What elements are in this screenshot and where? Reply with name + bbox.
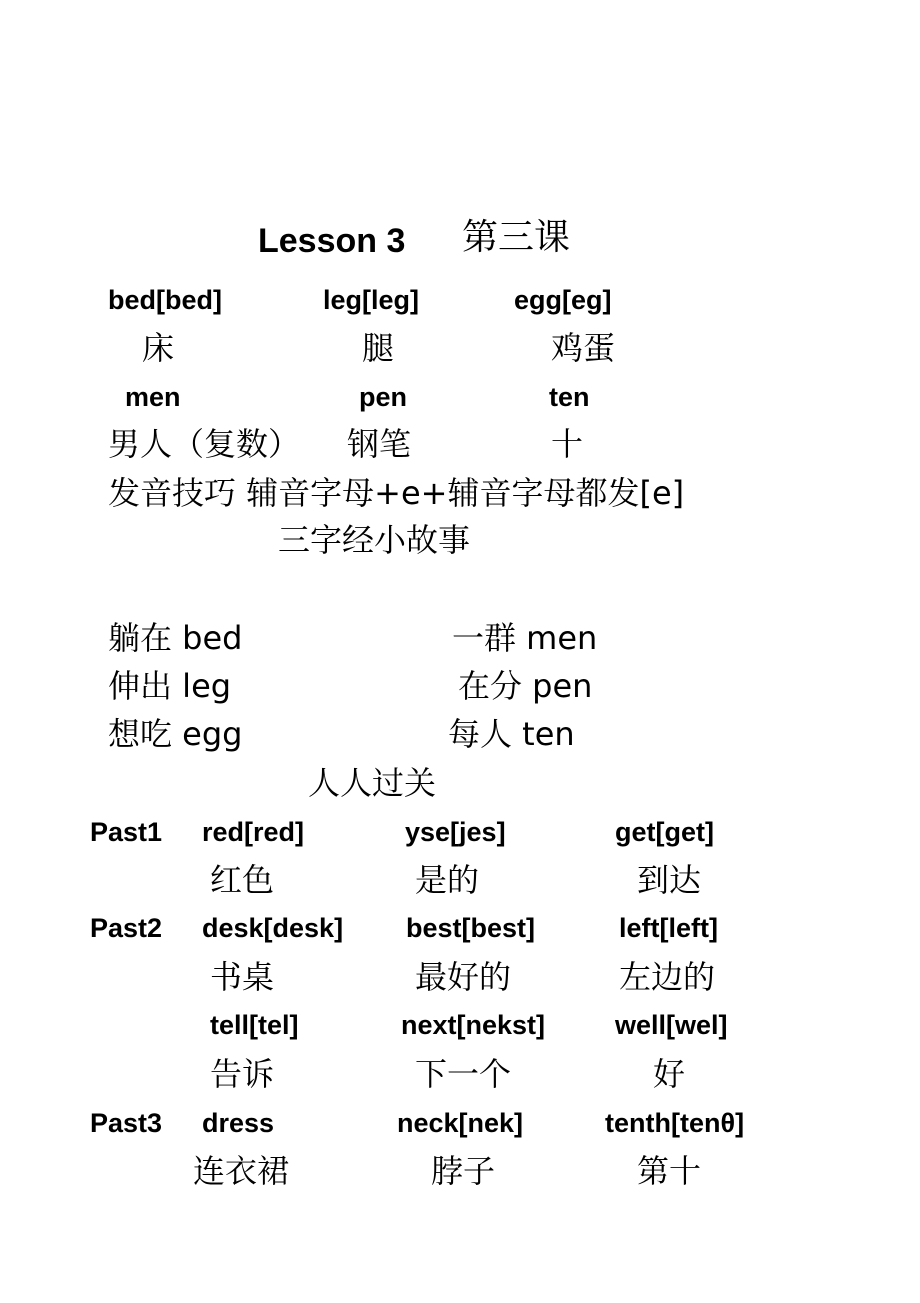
meaning-pen: 钢笔 (347, 425, 412, 463)
word-ten: ten (549, 382, 590, 412)
meaning-men: 男人（复数） (108, 425, 301, 463)
past3-label: Past3 (90, 1108, 163, 1138)
story-line-left: 伸出 leg (108, 667, 232, 705)
story-line-right: 在分 pen (458, 667, 593, 705)
practice-heading: 人人过关 (308, 764, 437, 802)
story-line-right: 一群 men (452, 619, 598, 657)
word-bed: bed[bed] (108, 285, 222, 315)
word-men: men (125, 382, 181, 412)
past2-word: left[left] (619, 913, 718, 943)
past2-word: well[wel] (615, 1010, 728, 1040)
past2-meaning: 书桌 (210, 958, 275, 996)
lesson-title: Lesson 3 (258, 222, 406, 260)
past2-meaning: 左边的 (619, 958, 716, 996)
meaning-ten: 十 (551, 425, 584, 463)
past2-word: tell[tel] (210, 1010, 299, 1040)
story-line-right: 每人 ten (448, 715, 575, 753)
past2-word: desk[desk] (202, 913, 344, 943)
past2-meaning: 告诉 (210, 1055, 275, 1093)
lesson-title-chinese: 第三课 (462, 217, 571, 258)
past2-meaning: 下一个 (415, 1055, 512, 1093)
past2-word: next[nekst] (401, 1010, 546, 1040)
word-pen: pen (359, 382, 408, 412)
past3-word: neck[nek] (397, 1108, 524, 1138)
past1-word: red[red] (202, 817, 305, 847)
past1-word: get[get] (615, 817, 714, 847)
meaning-leg: 腿 (362, 329, 395, 367)
pronunciation-tip: 发音技巧 辅音字母+e+辅音字母都发[e] (108, 474, 685, 512)
past2-meaning: 最好的 (415, 958, 512, 996)
past2-meaning: 好 (653, 1055, 686, 1093)
past1-word: yse[jes] (405, 817, 506, 847)
word-leg: leg[leg] (323, 285, 420, 315)
past1-meaning: 到达 (637, 861, 702, 899)
story-line-left: 想吃 egg (108, 715, 243, 753)
past1-meaning: 是的 (415, 861, 480, 899)
past2-word: best[best] (406, 913, 536, 943)
past3-word: tenth[tenθ] (605, 1108, 745, 1138)
meaning-bed: 床 (142, 329, 175, 367)
past3-meaning: 脖子 (431, 1152, 496, 1190)
story-heading: 三字经小故事 (278, 521, 471, 559)
past2-label: Past2 (90, 913, 163, 943)
meaning-egg: 鸡蛋 (551, 329, 616, 367)
past1-meaning: 红色 (210, 861, 275, 899)
past3-meaning: 第十 (637, 1152, 702, 1190)
story-line-left: 躺在 bed (108, 619, 243, 657)
past3-word: dress (202, 1108, 275, 1138)
past3-meaning: 连衣裙 (193, 1152, 290, 1190)
past1-label: Past1 (90, 817, 163, 847)
word-egg: egg[eg] (514, 285, 612, 315)
